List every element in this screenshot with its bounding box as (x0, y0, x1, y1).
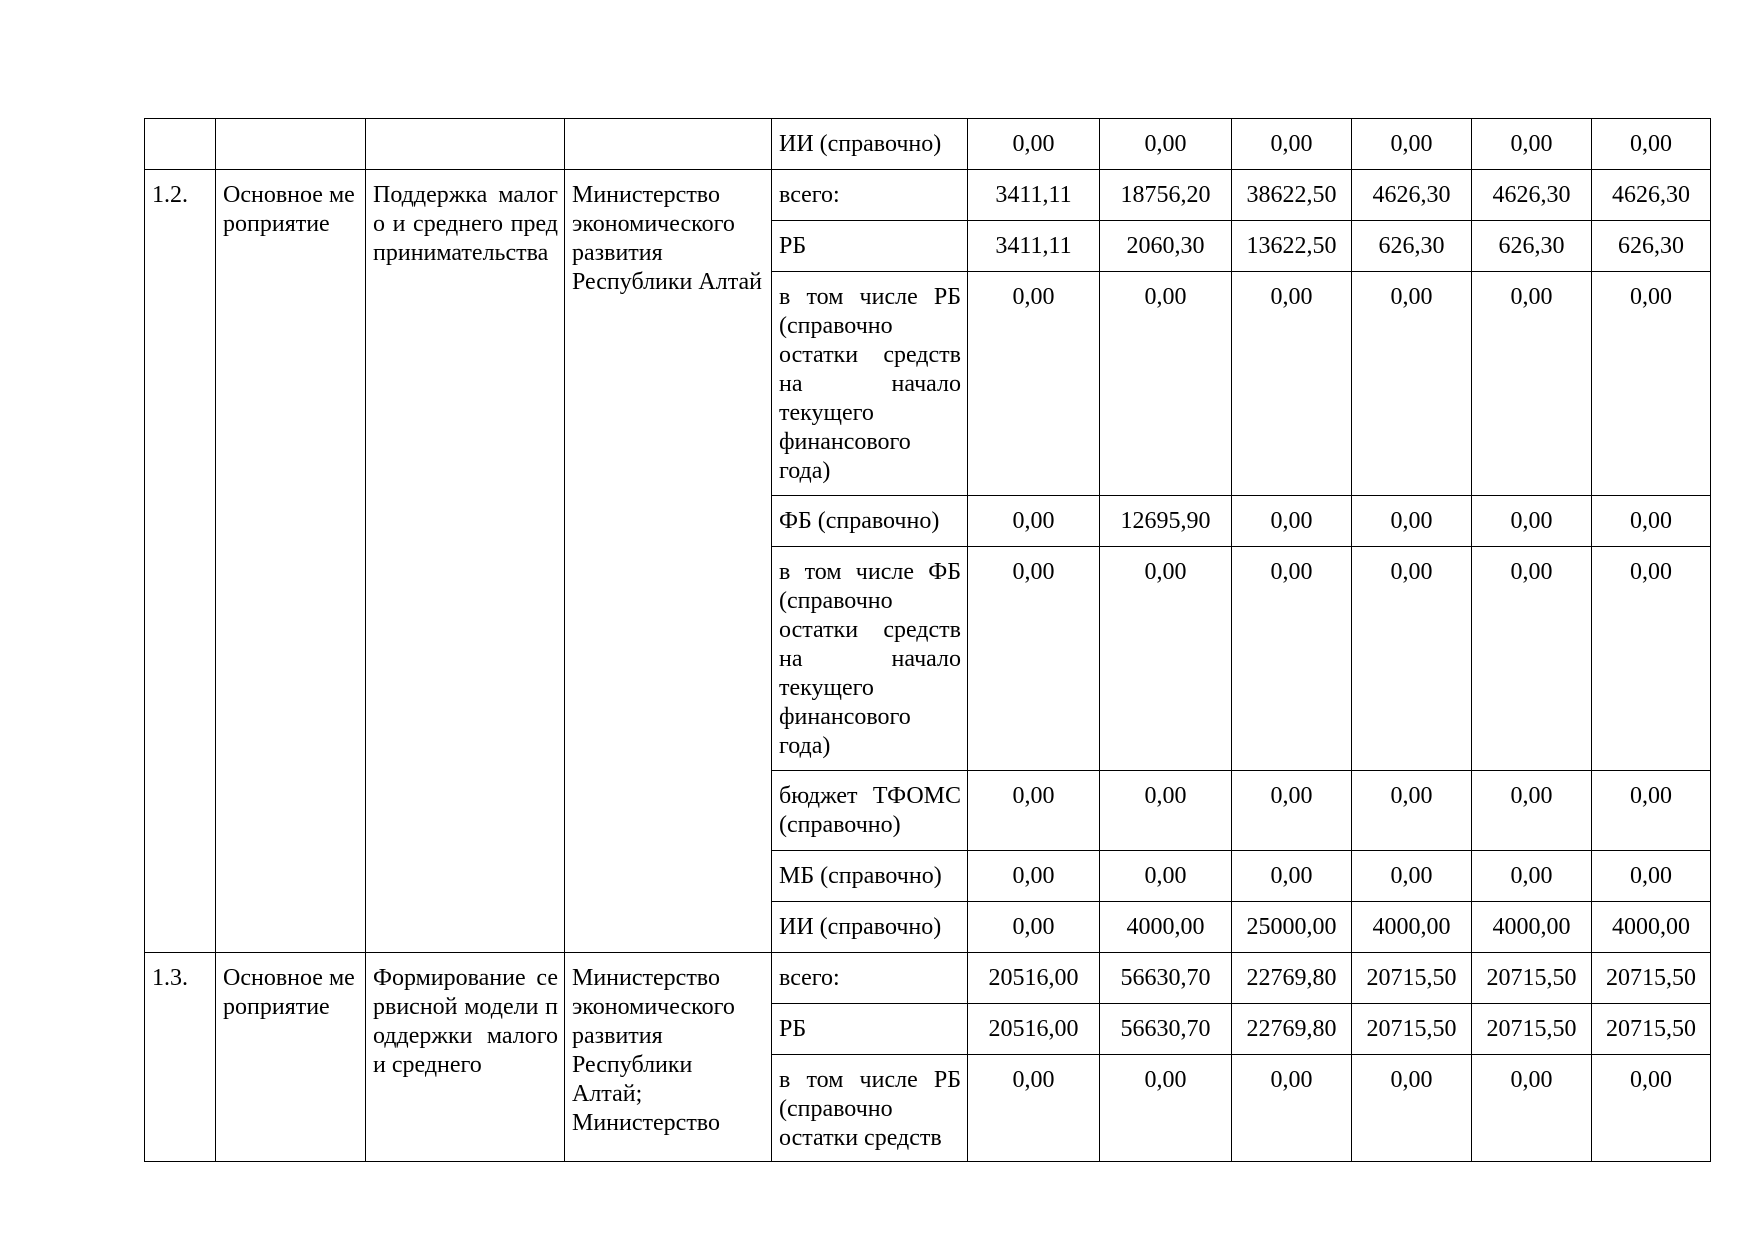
value-cell: 56630,70 (1100, 953, 1232, 1004)
value-cell: 0,00 (968, 902, 1100, 953)
empty-cell (216, 119, 366, 170)
value-cell: 0,00 (1472, 1055, 1592, 1162)
value-cell: 22769,80 (1232, 953, 1352, 1004)
funding-source-cell: ФБ (справочно) (772, 496, 968, 547)
value-cell: 0,00 (968, 119, 1100, 170)
funding-source-cell: ИИ (справочно) (772, 119, 968, 170)
executor-cell: Министерство экономического развития Республики Алтай; Министерство (565, 953, 772, 1162)
executor-cell: Министерство экономического развития Республики Алтай (565, 170, 772, 953)
value-cell: 0,00 (1232, 851, 1352, 902)
value-cell: 20516,00 (968, 953, 1100, 1004)
value-cell: 0,00 (968, 771, 1100, 851)
value-cell: 38622,50 (1232, 170, 1352, 221)
value-cell: 0,00 (1100, 1055, 1232, 1162)
value-cell: 12695,90 (1100, 496, 1232, 547)
value-cell: 20715,50 (1472, 953, 1592, 1004)
value-cell: 0,00 (968, 496, 1100, 547)
value-cell: 3411,11 (968, 170, 1100, 221)
value-cell: 0,00 (1232, 119, 1352, 170)
funding-source-cell: РБ (772, 221, 968, 272)
value-cell: 0,00 (1100, 119, 1232, 170)
value-cell: 0,00 (1232, 547, 1352, 771)
value-cell: 4626,30 (1352, 170, 1472, 221)
value-cell: 20715,50 (1352, 953, 1472, 1004)
value-cell: 0,00 (1592, 496, 1711, 547)
value-cell: 0,00 (1100, 547, 1232, 771)
value-cell: 0,00 (1352, 119, 1472, 170)
table-body (145, 119, 1711, 1162)
value-cell: 0,00 (1352, 851, 1472, 902)
value-cell: 20715,50 (1472, 1004, 1592, 1055)
item-number-cell: 1.3. (145, 953, 216, 1162)
value-cell: 0,00 (1100, 771, 1232, 851)
table-row (145, 953, 1711, 1004)
value-cell: 0,00 (1352, 1055, 1472, 1162)
value-cell: 18756,20 (1100, 170, 1232, 221)
value-cell: 0,00 (1232, 1055, 1352, 1162)
value-cell: 0,00 (1592, 1055, 1711, 1162)
value-cell: 20715,50 (1592, 953, 1711, 1004)
value-cell: 0,00 (1592, 119, 1711, 170)
value-cell: 0,00 (968, 1055, 1100, 1162)
item-number-cell: 1.2. (145, 170, 216, 953)
funding-source-cell: в том числе РБ (справочно остатки средств (772, 1055, 968, 1162)
value-cell: 0,00 (1352, 496, 1472, 547)
funding-source-cell: бюджет ТФОМС (справочно) (772, 771, 968, 851)
value-cell: 4000,00 (1352, 902, 1472, 953)
item-name-cell: Поддержка малого и среднего предпринимательства (366, 170, 565, 953)
value-cell: 626,30 (1592, 221, 1711, 272)
funding-source-cell: всего: (772, 170, 968, 221)
empty-cell (366, 119, 565, 170)
value-cell: 0,00 (1232, 771, 1352, 851)
value-cell: 0,00 (1472, 771, 1592, 851)
funding-source-cell: ИИ (справочно) (772, 902, 968, 953)
value-cell: 626,30 (1472, 221, 1592, 272)
value-cell: 20715,50 (1592, 1004, 1711, 1055)
value-cell: 3411,11 (968, 221, 1100, 272)
funding-source-cell: МБ (справочно) (772, 851, 968, 902)
value-cell: 0,00 (1592, 771, 1711, 851)
value-cell: 22769,80 (1232, 1004, 1352, 1055)
value-cell: 626,30 (1352, 221, 1472, 272)
empty-cell (565, 119, 772, 170)
value-cell: 0,00 (1472, 547, 1592, 771)
value-cell: 0,00 (1472, 119, 1592, 170)
value-cell: 0,00 (1352, 547, 1472, 771)
value-cell: 0,00 (1592, 547, 1711, 771)
funding-source-cell: РБ (772, 1004, 968, 1055)
value-cell: 4000,00 (1592, 902, 1711, 953)
table-row (145, 170, 1711, 221)
value-cell: 0,00 (1472, 496, 1592, 547)
value-cell: 25000,00 (1232, 902, 1352, 953)
value-cell: 0,00 (1352, 771, 1472, 851)
value-cell: 13622,50 (1232, 221, 1352, 272)
funding-source-cell: в том числе РБ (справочно остатки средств на начало текущего финансового года) (772, 272, 968, 496)
value-cell: 4000,00 (1472, 902, 1592, 953)
value-cell: 0,00 (968, 851, 1100, 902)
value-cell: 0,00 (1592, 272, 1711, 496)
value-cell: 0,00 (1472, 851, 1592, 902)
funding-source-cell: в том числе ФБ (справочно остатки средств на начало текущего финансового года) (772, 547, 968, 771)
value-cell: 20516,00 (968, 1004, 1100, 1055)
table-row (145, 119, 1711, 170)
value-cell: 2060,30 (1100, 221, 1232, 272)
value-cell: 0,00 (1472, 272, 1592, 496)
funding-source-cell: всего: (772, 953, 968, 1004)
value-cell: 4626,30 (1592, 170, 1711, 221)
item-type-cell: Основное мероприятие (216, 953, 366, 1162)
value-cell: 4626,30 (1472, 170, 1592, 221)
value-cell: 0,00 (1100, 851, 1232, 902)
value-cell: 4000,00 (1100, 902, 1232, 953)
empty-cell (145, 119, 216, 170)
value-cell: 20715,50 (1352, 1004, 1472, 1055)
value-cell: 0,00 (1352, 272, 1472, 496)
value-cell: 0,00 (1232, 272, 1352, 496)
budget-table (144, 118, 1711, 1162)
item-name-cell: Формирование сервисной модели поддержки малого и среднего (366, 953, 565, 1162)
item-type-cell: Основное мероприятие (216, 170, 366, 953)
value-cell: 56630,70 (1100, 1004, 1232, 1055)
value-cell: 0,00 (1232, 496, 1352, 547)
value-cell: 0,00 (1592, 851, 1711, 902)
value-cell: 0,00 (1100, 272, 1232, 496)
value-cell: 0,00 (968, 547, 1100, 771)
value-cell: 0,00 (968, 272, 1100, 496)
